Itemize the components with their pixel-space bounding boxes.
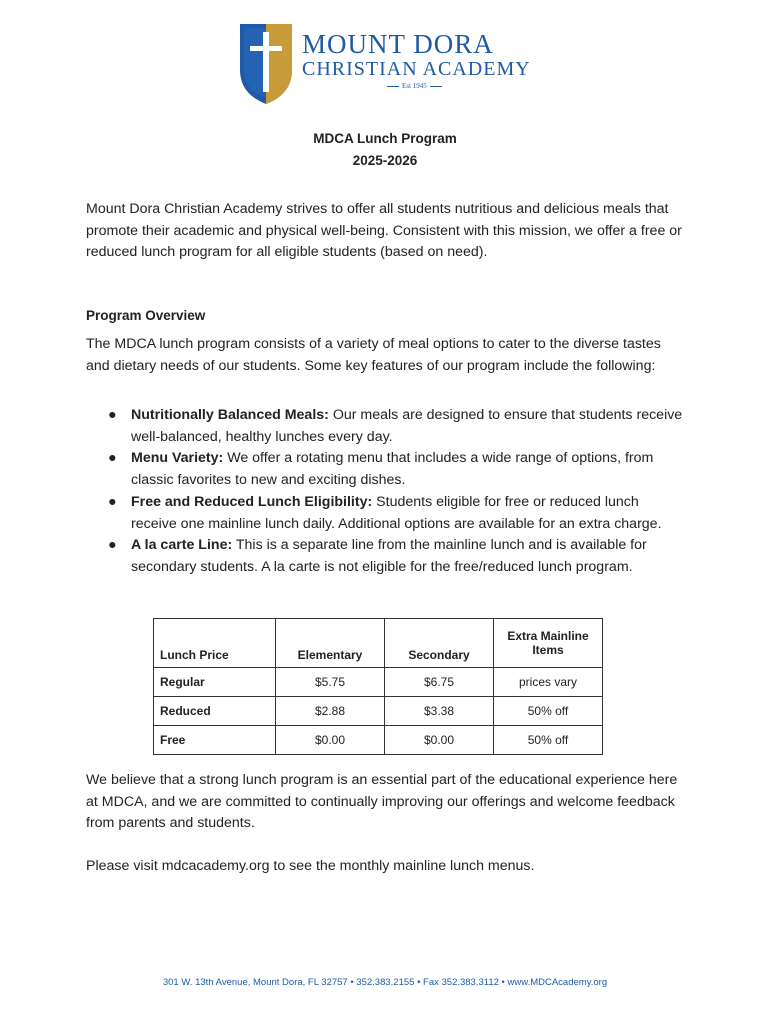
- table-header-cell: Elementary: [276, 619, 385, 668]
- closing-paragraph: We believe that a strong lunch program is an essential part of the educational experience here at MDCA, and we are committed to continually improving our offerings and welcome feedback from parents and students.: [86, 772, 678, 832]
- table-header-row: [154, 619, 603, 668]
- table-cell: prices vary: [494, 668, 603, 697]
- bullet-icon: ●: [108, 450, 117, 467]
- feature-label: Menu Variety:: [131, 450, 224, 467]
- logo-name-line1: MOUNT DORA: [302, 29, 494, 59]
- table-cell: 50% off: [494, 697, 603, 726]
- table-row: [154, 668, 603, 697]
- feature-text: This is a separate line from the mainline lunch and is available for secondary students. A la carte is not eligible for the free/reduced lunch program.: [131, 537, 647, 575]
- feature-text: Our meals are designed to ensure that students receive well-balanced, healthy lunches every day.: [131, 407, 683, 445]
- logo-established: Est 1945: [384, 82, 445, 90]
- list-item: [86, 535, 686, 578]
- logo-name-line2: CHRISTIAN ACADEMY: [302, 58, 531, 80]
- feature-label: Nutritionally Balanced Meals:: [131, 407, 329, 423]
- feature-label: Free and Reduced Lunch Eligibility:: [131, 493, 373, 510]
- shield-cross-icon: [236, 20, 296, 106]
- table-cell: 50% off: [494, 726, 603, 755]
- table-cell: $0.00: [276, 726, 385, 755]
- table-cell: $0.00: [385, 726, 494, 755]
- table-cell: Regular: [154, 668, 276, 697]
- list-item: [86, 448, 686, 491]
- feature-text: Students eligible for free or reduced lunch receive one mainline lunch daily. Additional options are available for an extra charge.: [131, 493, 662, 532]
- table-cell: $3.38: [385, 697, 494, 726]
- table-header-cell: Extra Mainline Items: [494, 619, 603, 668]
- feature-list: [86, 405, 686, 579]
- overview-heading: Program Overview: [86, 308, 206, 323]
- page-title: MDCA Lunch Program: [313, 131, 457, 146]
- visit-paragraph: Please visit mdcacademy.org to see the monthly mainline lunch menus.: [86, 858, 535, 874]
- feature-text: We offer a rotating menu that includes a wide range of options, from classic favorites to new and exciting dishes.: [131, 450, 654, 489]
- list-item: [86, 492, 686, 535]
- school-year: 2025-2026: [352, 153, 418, 168]
- school-logo: [236, 20, 536, 106]
- table-cell: $5.75: [276, 668, 385, 697]
- table-row: [154, 697, 603, 726]
- intro-paragraph: Mount Dora Christian Academy strives to offer all students nutritious and delicious meals that promote their academic and physical well-being. Consistent with this mission, we offer a free or reduced lunch program for all eligible students (based on need).: [86, 201, 682, 261]
- footer-contact: 301 W. 13th Avenue, Mount Dora, FL 32757 • 352.383.2155 • Fax 352.383.3112 • www.MDCAcademy.org: [162, 977, 608, 988]
- table-cell: Reduced: [154, 697, 276, 726]
- bullet-icon: ●: [108, 493, 117, 510]
- table-cell: Free: [154, 726, 276, 755]
- table-row: [154, 726, 603, 755]
- table-cell: $6.75: [385, 668, 494, 697]
- list-item: [86, 405, 686, 448]
- feature-label: A la carte Line:: [131, 537, 233, 554]
- table-cell: $2.88: [276, 697, 385, 726]
- table-header-cell: Secondary: [385, 619, 494, 668]
- bullet-icon: ●: [108, 407, 117, 423]
- overview-paragraph: The MDCA lunch program consists of a variety of meal options to cater to the diverse tastes and dietary needs of our students. Some key features of our program include the following:: [86, 336, 661, 374]
- table-header-cell: Lunch Price: [154, 619, 276, 668]
- bullet-icon: ●: [108, 537, 117, 554]
- lunch-price-table: [153, 618, 603, 755]
